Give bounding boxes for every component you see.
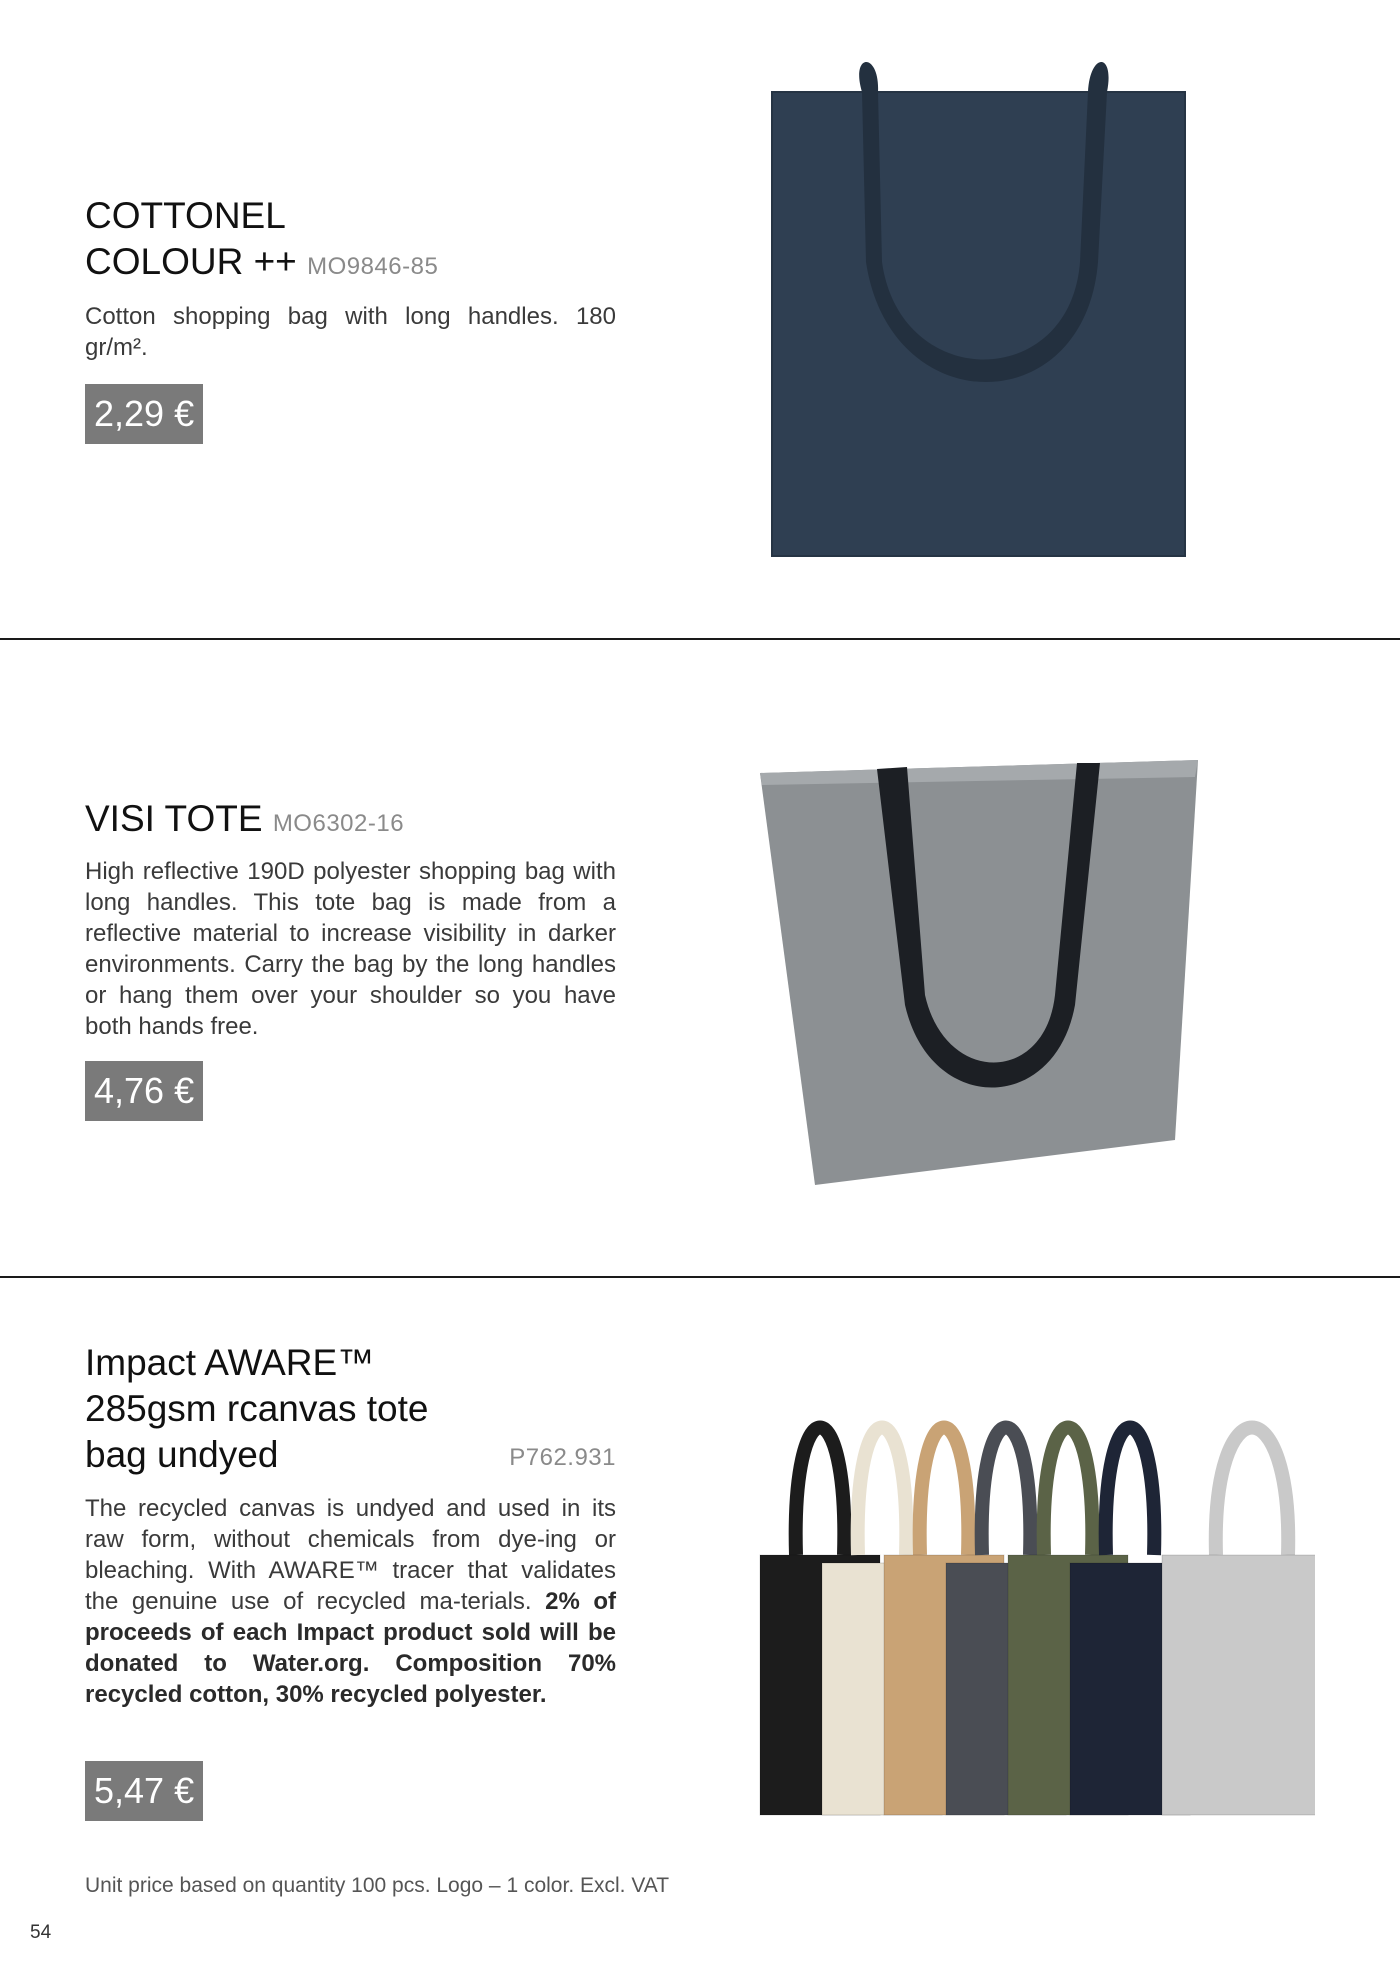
description-text: The recycled canvas is undyed and used in its raw form, without chemicals from dye-ing or bleaching. With AWARE™ tracer that validates the genuine use of recycled ma-terials. [85,1495,616,1615]
navy-tote-bag-image [770,62,1190,562]
product-code: P762.931 [509,1444,616,1471]
description-bold-text: 2% of proceeds of each Impact product sold will be donated to Water.org. Composition 70% recycled cotton, 30% recycled polyester. [85,1588,617,1708]
footnote: Unit price based on quantity 100 pcs. Logo – 1 color. Excl. VAT [85,1874,670,1897]
product-code: MO6302-16 [272,810,405,837]
product-name: VISI TOTE [85,798,263,839]
product-name-line-3: bag undyed [85,1434,279,1475]
grey-tote-bag-image [755,755,1205,1195]
product-title [85,193,438,290]
price-badge: 5,47 € [85,1761,203,1821]
section-divider [0,1276,1400,1278]
price-badge: 4,76 € [85,1061,203,1121]
page-number: 54 [30,1922,52,1943]
product-name-line-2: COLOUR ++ [85,241,297,282]
product-title [85,796,404,847]
tote-bag-7 [1162,1428,1315,1816]
product-description: Cotton shopping bag with long handles. 180 gr/m². [85,303,616,361]
product-code: MO9846-85 [307,253,439,280]
canvas-tote-bags-image [755,1375,1315,1835]
bag-body [772,92,1185,556]
product-description [85,1493,616,1710]
bag-body [760,760,1198,1185]
product-name-line-2: 285gsm rcanvas tote [85,1388,429,1429]
product-name-line-1: COTTONEL [85,195,286,236]
product-description: High reflective 190D polyester shopping bag with long handles. This tote bag is made from a reflective material to increase visibility in darker environments. Carry the bag by the long handles or hang them over your shoulder so you have both hands free. [85,858,616,1040]
product-name-line-1: Impact AWARE™ [85,1342,375,1383]
section-divider [0,638,1400,640]
price-badge: 2,29 € [85,384,203,444]
product-title [85,1340,428,1478]
